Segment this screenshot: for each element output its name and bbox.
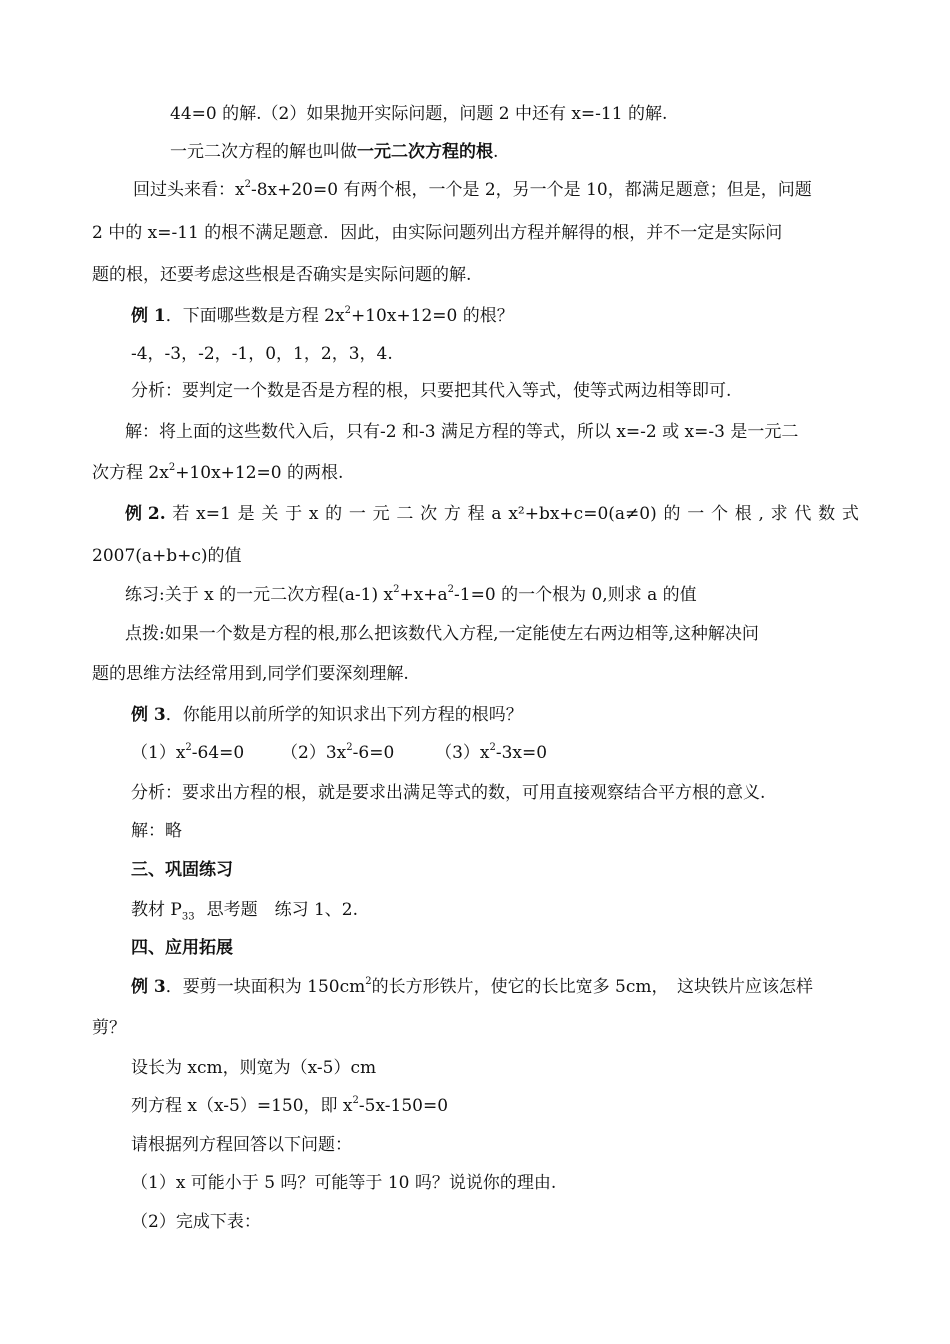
text: . <box>493 142 499 162</box>
superscript: 2 <box>393 584 400 596</box>
text-line <box>131 782 765 804</box>
superscript: 2 <box>346 742 353 754</box>
text: （1）x 可能小于 5 吗？可能等于 10 吗？说说你的理由. <box>131 1173 557 1193</box>
text-line <box>131 1134 352 1156</box>
example-label: 例 2. <box>125 504 166 524</box>
word: x <box>308 504 319 524</box>
word: 式 <box>841 504 859 524</box>
word: 根 <box>734 504 752 524</box>
text-line <box>92 222 782 244</box>
text-line <box>92 462 343 484</box>
text-line <box>92 545 242 567</box>
text: （2）完成下表： <box>131 1212 261 1232</box>
text-line <box>92 663 409 685</box>
text: ．你能用以前所学的知识求出下列方程的根吗？ <box>165 705 523 725</box>
heading-text: 四、应用拓展 <box>131 938 233 958</box>
text: -8x+20=0 有两个根，一个是 2，另一个是 10，都满足题意；但是，问题 <box>250 180 812 200</box>
text-line <box>92 1017 126 1039</box>
text-line <box>131 820 182 842</box>
text: 点拨:如果一个数是方程的根,那么把该数代入方程,一定能使左右两边相等,这种解决问 <box>125 624 759 644</box>
example-label: 例 3 <box>131 705 166 725</box>
word: 关 <box>261 504 279 524</box>
word: 个 <box>710 504 728 524</box>
text: 练习:关于 x 的一元二次方程(a-1) x <box>125 585 394 605</box>
text: 题的根，还要考虑这些根是否确实是实际问题的解. <box>92 265 472 285</box>
word: 程 <box>467 504 485 524</box>
text-line <box>131 343 393 365</box>
word: 的 <box>325 504 343 524</box>
superscript: 2 <box>489 742 496 754</box>
text: （1）x <box>131 743 186 763</box>
text-line <box>125 623 759 645</box>
text: 的长方形铁片，使它的长比宽多 5cm， 这块铁片应该怎样 <box>371 977 813 997</box>
text: -6=0 <box>352 743 395 763</box>
text-line <box>131 1211 261 1233</box>
word: 的 <box>663 504 681 524</box>
example-label: 例 3 <box>131 977 166 997</box>
key-term: 一元二次方程的根 <box>357 142 493 162</box>
text-line <box>133 179 812 201</box>
text: ．要剪一块面积为 150cm <box>165 977 366 997</box>
word: 二 <box>396 504 414 524</box>
text-line <box>131 1095 448 1117</box>
example-label: 例 1 <box>131 306 166 326</box>
superscript: 2 <box>447 584 455 596</box>
text: 一元二次方程的解也叫做 <box>170 142 357 162</box>
text: +10x+12=0 的根？ <box>350 306 514 326</box>
word: x=1 <box>196 504 231 524</box>
word: 元 <box>372 504 390 524</box>
text: （3）x <box>435 743 490 763</box>
text: 次方程 2x <box>92 463 169 483</box>
text: 解：略 <box>131 821 182 841</box>
text: 回过头来看：x <box>133 180 245 200</box>
text-line <box>125 421 798 443</box>
text: 剪？ <box>92 1018 126 1038</box>
text: +x+a <box>399 585 448 605</box>
text-line <box>131 1172 556 1194</box>
superscript: 2 <box>244 179 251 191</box>
word: 代 <box>794 504 812 524</box>
text: -3x=0 <box>495 743 548 763</box>
example-1-heading <box>131 305 514 327</box>
superscript: 2 <box>365 976 372 988</box>
text: 解：将上面的这些数代入后，只有-2 和-3 满足方程的等式，所以 x=-2 或 x=-3 是一元二 <box>125 422 799 442</box>
text: 44=0 的解.（2）如果抛开实际问题，问题 2 中还有 x=-11 的解. <box>170 104 668 124</box>
superscript: 2 <box>344 305 351 317</box>
superscript: 2 <box>185 742 192 754</box>
example-3-application <box>131 976 813 998</box>
text: 分析：要求出方程的根，就是要求出满足等式的数，可用直接观察结合平方根的意义. <box>131 783 766 803</box>
example-3-heading <box>131 704 523 726</box>
text: 2 中的 x=-11 的根不满足题意．因此，由实际问题列出方程并解得的根，并不一定是实际问 <box>92 223 783 243</box>
text-line <box>131 899 358 921</box>
text: 分析：要判定一个数是否是方程的根，只要把其代入等式，使等式两边相等即可. <box>131 381 732 401</box>
text-line <box>92 264 471 286</box>
text: 2007(a+b+c)的值 <box>92 546 242 566</box>
section-heading <box>131 937 233 959</box>
text: -1=0 的一个根为 0,则求 a 的值 <box>454 585 697 605</box>
section-heading <box>131 859 233 881</box>
subscript: 33 <box>181 911 195 923</box>
word: 数 <box>818 504 836 524</box>
example-2-line <box>125 503 859 525</box>
text-line <box>131 1057 376 1079</box>
word: 若 <box>172 504 190 524</box>
text: -5x-150=0 <box>358 1096 449 1116</box>
superscript: 2 <box>352 1095 359 1107</box>
heading-text: 三、巩固练习 <box>131 860 233 880</box>
word: 次 <box>420 504 438 524</box>
practice-line <box>125 584 697 606</box>
text: 教材 P <box>131 900 182 920</box>
word: x²+bx+c=0(a≠0) <box>508 504 657 524</box>
word: 于 <box>285 504 303 524</box>
word: 一 <box>687 504 705 524</box>
superscript: 2 <box>168 462 176 474</box>
word: 方 <box>443 504 461 524</box>
word: 是 <box>237 504 255 524</box>
text: +10x+12=0 的两根. <box>175 463 344 483</box>
word: 一 <box>348 504 366 524</box>
text: ．下面哪些数是方程 2x <box>165 306 345 326</box>
definition-line <box>170 141 498 163</box>
word: , <box>758 504 764 524</box>
text: 列方程 x（x-5）=150，即 x <box>131 1096 353 1116</box>
word: a <box>491 504 502 524</box>
text: 设长为 xcm，则宽为（x-5）cm <box>131 1058 377 1078</box>
equations-line <box>131 742 547 764</box>
text: 请根据列方程回答以下问题： <box>131 1135 352 1155</box>
text: -64=0 <box>191 743 245 763</box>
word: 求 <box>770 504 788 524</box>
text: -4，-3，-2，-1，0，1，2，3，4. <box>131 344 393 364</box>
text: 思考题 练习 1、2. <box>206 900 359 920</box>
text: 题的思维方法经常用到,同学们要深刻理解. <box>92 664 409 684</box>
text-line <box>170 103 667 125</box>
text-line <box>131 380 731 402</box>
text: （2）3x <box>281 743 347 763</box>
